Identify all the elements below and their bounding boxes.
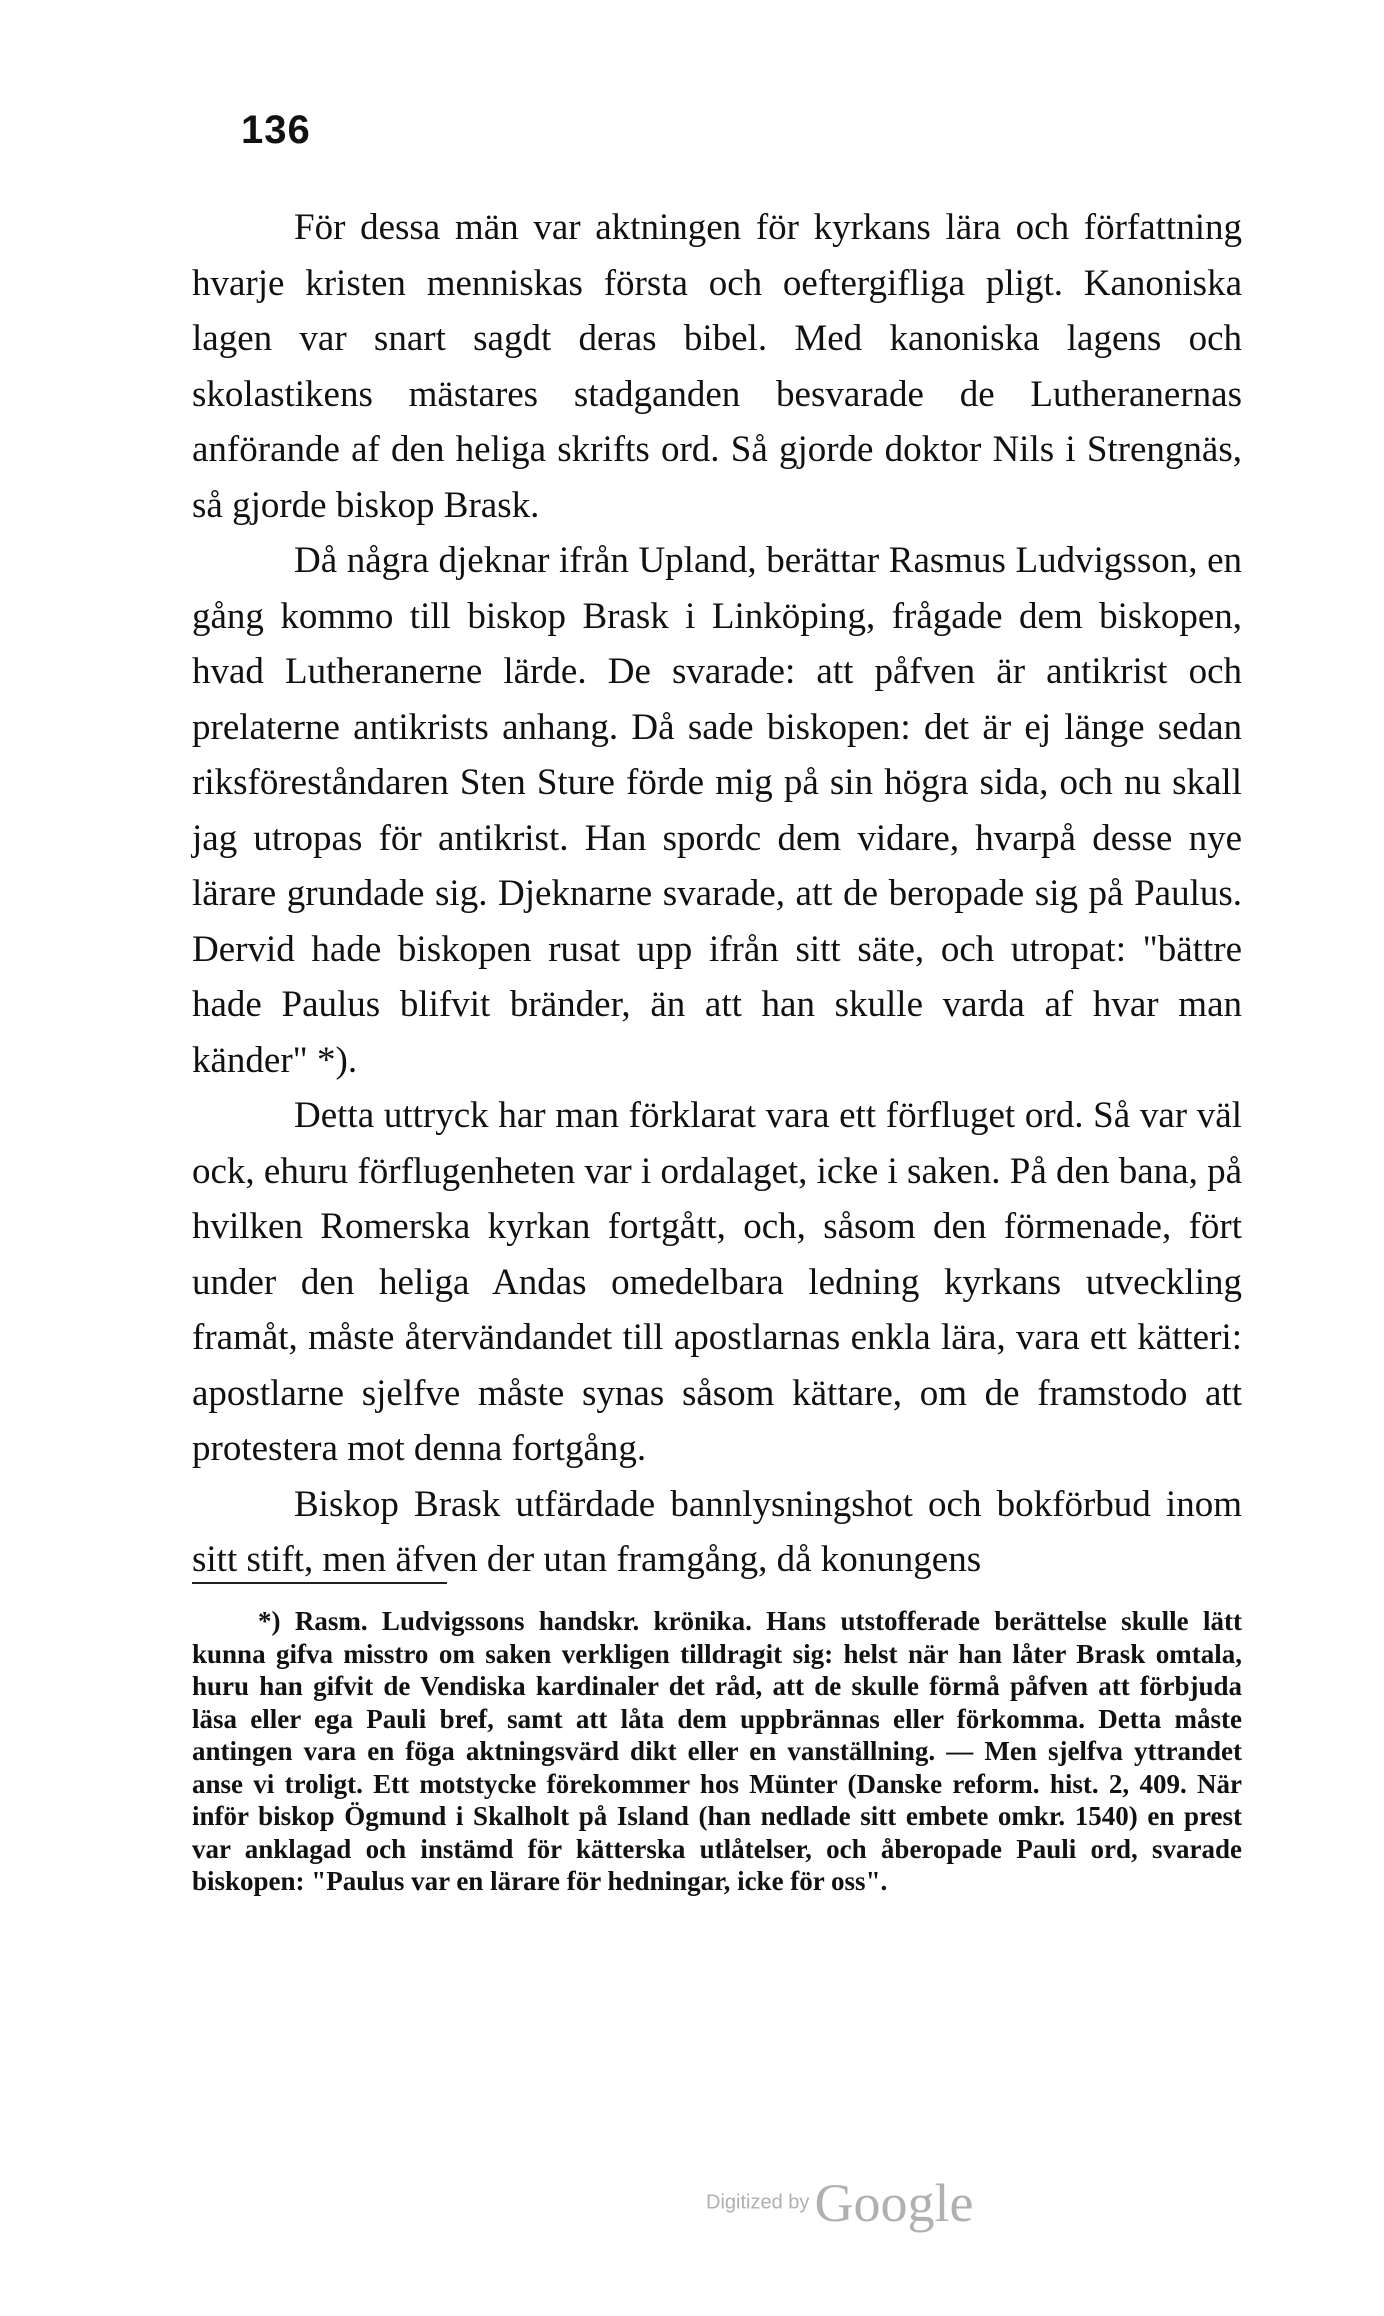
paragraph: Då några djeknar ifrån Upland, berättar Rasmus Ludvigsson, en gång kommo till biskop Brask i Linköping, frågade dem biskopen, hvad Lutheranerne lärde. De svarade: att påfven är antikrist och prelaterne antikrists anhang. Då sade biskopen: det är ej länge sedan riksföreståndaren Sten Sture förde mig på sin högra sida, och nu skall jag utropas för antikrist. Han spordc dem vidare, hvarpå desse nye lärare grundade sig. Djeknarne svarade, att de beropade sig på Paulus. Dervid hade biskopen rusat upp ifrån sitt säte, och utropat: "bättre hade Paulus blifvit bränder, än att han skulle varda af hvar man känder" *). [192, 540, 1242, 1081]
footnote-divider [192, 1582, 447, 1584]
body-text [192, 200, 1242, 1588]
digitized-by-google-watermark [706, 2172, 973, 2234]
footnote [192, 1605, 1242, 1898]
paragraph: För dessa män var aktningen för kyrkans lära och författning hvarje kristen menniskas första och oeftergifliga pligt. Kanoniska lagen var snart sagdt deras bibel. Med kanoniska lagens och skolastikens mästares stadganden besvarade de Lutheranernas anförande af den heliga skrifts ord. Så gjorde doktor Nils i Strengnäs, så gjorde biskop Brask. [192, 207, 1242, 526]
google-logo: Google [814, 2173, 974, 2233]
footnote-text: *) Rasm. Ludvigssons handskr. krönika. Hans utstofferade berättelse skulle lätt kunna gifva misstro om saken verkligen tilldragit sig: helst när han låter Brask omtala, huru han gifvit de Vendiska kardinaler det råd, att de skulle förmå påfven att förbjuda läsa eller ega Pauli bref, samt att låta dem uppbrännas eller förkomma. Detta måste antingen vara en föga aktningsvärd dikt eller en vanställning. — Men sjelfva yttrandet anse vi troligt. Ett motstycke förekommer hos Münter (Danske reform. hist. 2, 409. När inför biskop Ögmund i Skalholt på Island (han nedlade sitt embete omkr. 1540) en prest var anklagad och instämd för kätterska utlåtelser, och åberopade Pauli ord, svarade biskopen: "Paulus var en lärare för hedningar, icke för oss". [192, 1606, 1242, 1896]
paragraph: Detta uttryck har man förklarat vara ett förfluget ord. Så var väl ock, ehuru förflugenheten var i ordalaget, icke i saken. På den bana, på hvilken Romerska kyrkan fortgått, och, såsom den förmenade, fört under den heliga Andas omedelbara ledning kyrkans utveckling framåt, måste återvändandet till apostlarnas enkla lära, vara ett kätteri: apostlarne sjelfve måste synas såsom kättare, om de framstodo att protestera mot denna fortgång. [192, 1095, 1242, 1469]
paragraph: Biskop Brask utfärdade bannlysningshot och bokförbud inom sitt stift, men äfven der utan framgång, då konungens [192, 1483, 1242, 1580]
page-number: 136 [241, 108, 311, 152]
watermark-prefix: Digitized by [706, 2191, 810, 2214]
